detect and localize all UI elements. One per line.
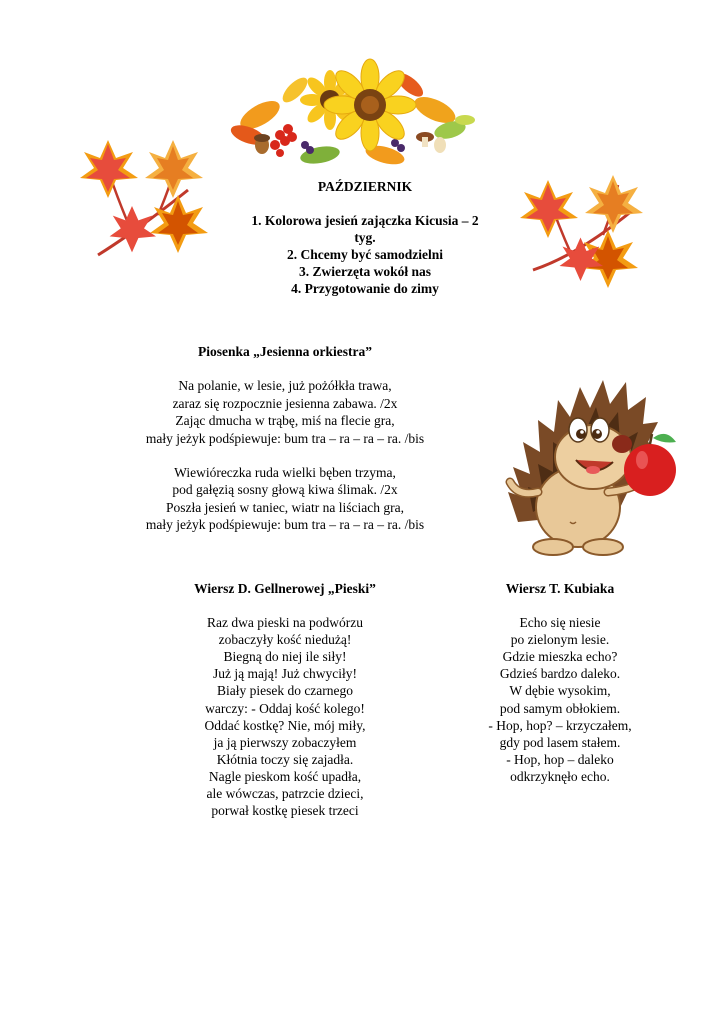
maple-leaves-left-illustration bbox=[78, 130, 208, 270]
poem-line: Gdzie mieszka echo? bbox=[502, 649, 618, 665]
poem-line: warczy: - Oddaj kość kolego! bbox=[205, 700, 365, 716]
poem-line: Już ją mają! Już chwyciły! bbox=[213, 666, 357, 682]
topic-line: 2. Chcemy być samodzielni bbox=[287, 247, 443, 262]
topic-line: 3. Zwierzęta wokół nas bbox=[299, 264, 431, 279]
song-line: mały jeżyk podśpiewuje: bum tra – ra – ra – ra. /bis bbox=[145, 430, 425, 446]
poem-title: Wiersz T. Kubiaka bbox=[505, 581, 615, 596]
poem-line: po zielonym lesie. bbox=[510, 632, 610, 648]
song-section bbox=[110, 343, 460, 534]
hedgehog-with-apple-illustration bbox=[498, 372, 688, 562]
poem-line: gdy pod lasem stałem. bbox=[499, 734, 621, 750]
song-line: pod gałęzią sosny głową kiwa ślimak. /2x bbox=[172, 482, 398, 498]
poem-line: - Hop, hop – daleko bbox=[506, 751, 614, 767]
poem-line: Biały piesek do czarnego bbox=[216, 683, 354, 699]
stanza-gap bbox=[110, 447, 460, 464]
poem-line: zobaczyły kość niedużą! bbox=[218, 632, 352, 648]
poem-line: - Hop, hop? – krzyczałem, bbox=[488, 717, 632, 733]
poem-title: Wiersz D. Gellnerowej „Pieski” bbox=[194, 581, 376, 596]
song-title: Piosenka „Jesienna orkiestra” bbox=[198, 344, 372, 359]
poem-echo-section bbox=[470, 580, 650, 785]
poem-line: ja ją pierwszy zobaczyłem bbox=[213, 734, 357, 750]
poem-line: Raz dwa pieski na podwórzu bbox=[207, 615, 363, 631]
poem-pieski-section bbox=[110, 580, 460, 819]
poem-line: Nagle pieskom kość upadła, bbox=[208, 768, 362, 784]
month-plan-header bbox=[200, 178, 530, 297]
poem-line: porwał kostkę piesek trzeci bbox=[211, 803, 359, 819]
poem-line: Echo się niesie bbox=[519, 615, 601, 631]
song-line: Na polanie, w lesie, już pożółkła trawa, bbox=[178, 378, 392, 394]
poem-line: ale wówczas, patrzcie dzieci, bbox=[206, 786, 364, 802]
poem-line: W dębie wysokim, bbox=[509, 683, 611, 699]
maple-leaves-right-illustration bbox=[518, 170, 648, 305]
poem-line: Biegną do niej ile siły! bbox=[223, 649, 347, 665]
topic-line: 4. Przygotowanie do zimy bbox=[291, 281, 439, 296]
song-line: Wiewióreczka ruda wielki bęben trzyma, bbox=[174, 465, 396, 481]
month-title: PAŹDZIERNIK bbox=[317, 179, 413, 194]
topic-line: 1. Kolorowa jesień zajączka Kicusia – 2 bbox=[251, 213, 479, 228]
song-line: mały jeżyk podśpiewuje: bum tra – ra – ra – ra. /bis bbox=[145, 517, 425, 533]
poem-line: Oddać kostkę? Nie, mój miły, bbox=[204, 717, 366, 733]
poem-line: odkrzyknęło echo. bbox=[510, 768, 610, 784]
song-line: Poszła jesień w taniec, wiatr na liściach gra, bbox=[165, 499, 405, 515]
poem-line: Gdzieś bardzo daleko. bbox=[499, 666, 621, 682]
song-line: Zając dmucha w trąbę, miś na flecie gra, bbox=[175, 413, 395, 429]
sunflower-bouquet-illustration bbox=[220, 45, 480, 175]
song-line: zaraz się rozpocznie jesienna zabawa. /2x bbox=[172, 395, 398, 411]
topic-line: tyg. bbox=[354, 230, 376, 245]
poem-line: pod samym obłokiem. bbox=[499, 700, 621, 716]
poem-line: Kłótnia toczy się zajadła. bbox=[216, 751, 354, 767]
